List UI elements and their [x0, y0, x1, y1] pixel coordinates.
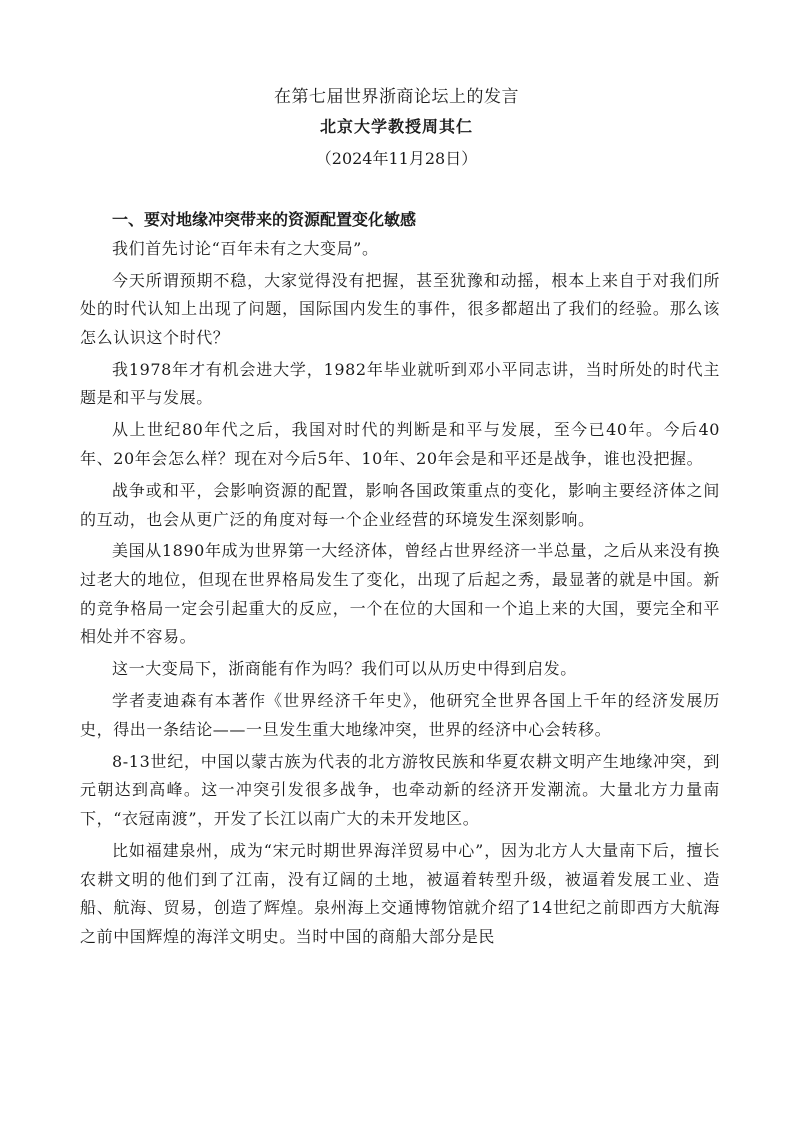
section-heading: 一、要对地缘冲突带来的资源配置变化敏感	[112, 210, 417, 229]
paragraph: 我1978年才有机会进大学，1982年毕业就听到邓小平同志讲，当时所处的时代主题是和平与发展。	[80, 359, 720, 408]
paragraph: 8-13世纪，中国以蒙古族为代表的北方游牧民族和华夏农耕文明产生地缘冲突，到元朝达到高峰。这一冲突引发很多战争，也牵动新的经济开发潮流。大量北方力量南下，“衣冠南渡”，开发了长江以南广大的未开发地区。	[80, 751, 720, 828]
document-author: 北京大学教授周其仁	[319, 117, 473, 136]
paragraph: 这一大变局下，浙商能有作为吗？我们可以从历史中得到启发。	[112, 659, 577, 679]
paragraph: 学者麦迪森有本著作《世界经济千年史》，他研究全世界各国上千年的经济发展历史，得出一条结论——一旦发生重大地缘冲突，世界的经济中心会转移。	[80, 691, 720, 739]
document-body	[80, 206, 720, 955]
paragraph: 我们首先讨论“百年未有之大变局”。	[112, 238, 379, 258]
paragraph: 美国从1890年成为世界第一大经济体，曾经占世界经济一半总量，之后从来没有换过老大的地位，但现在世界格局发生了变化，出现了后起之秀，最显著的就是中国。新的竞争格局一定会引起重大的反应，一个在位的大国和一个追上来的大国，要完全和平相处并不容易。	[80, 541, 720, 647]
paragraph: 战争或和平，会影响资源的配置，影响各国政策重点的变化，影响主要经济体之间的互动，也会从更广泛的角度对每一个企业经营的环境发生深刻影响。	[80, 480, 720, 529]
document-date: （2024年11月28日）	[315, 149, 478, 168]
paragraph: 从上世纪80年代之后，我国对时代的判断是和平与发展，至今已40年。今后40年、20年会怎么样？现在对今后5年、10年、20年会是和平还是战争，谁也没把握。	[80, 420, 720, 468]
paragraph: 比如福建泉州，成为“宋元时期世界海洋贸易中心”，因为北方人大量南下后，擅长农耕文明的他们到了江南，没有辽阔的土地，被逼着转型升级，被逼着发展工业、造船、航海、贸易，创造了辉煌。泉州海上交通博物馆就介绍了14世纪之前即西方大航海之前中国辉煌的海洋文明史。当时中国的商船大部分是民	[80, 840, 720, 946]
document-title: 在第七届世界浙商论坛上的发言	[274, 87, 519, 107]
paragraph: 今天所谓预期不稳，大家觉得没有把握，甚至犹豫和动摇，根本上来自于对我们所处的时代认知上出现了问题，国际国内发生的事件，很多都超出了我们的经验。那么该怎么认识这个时代？	[80, 270, 720, 347]
